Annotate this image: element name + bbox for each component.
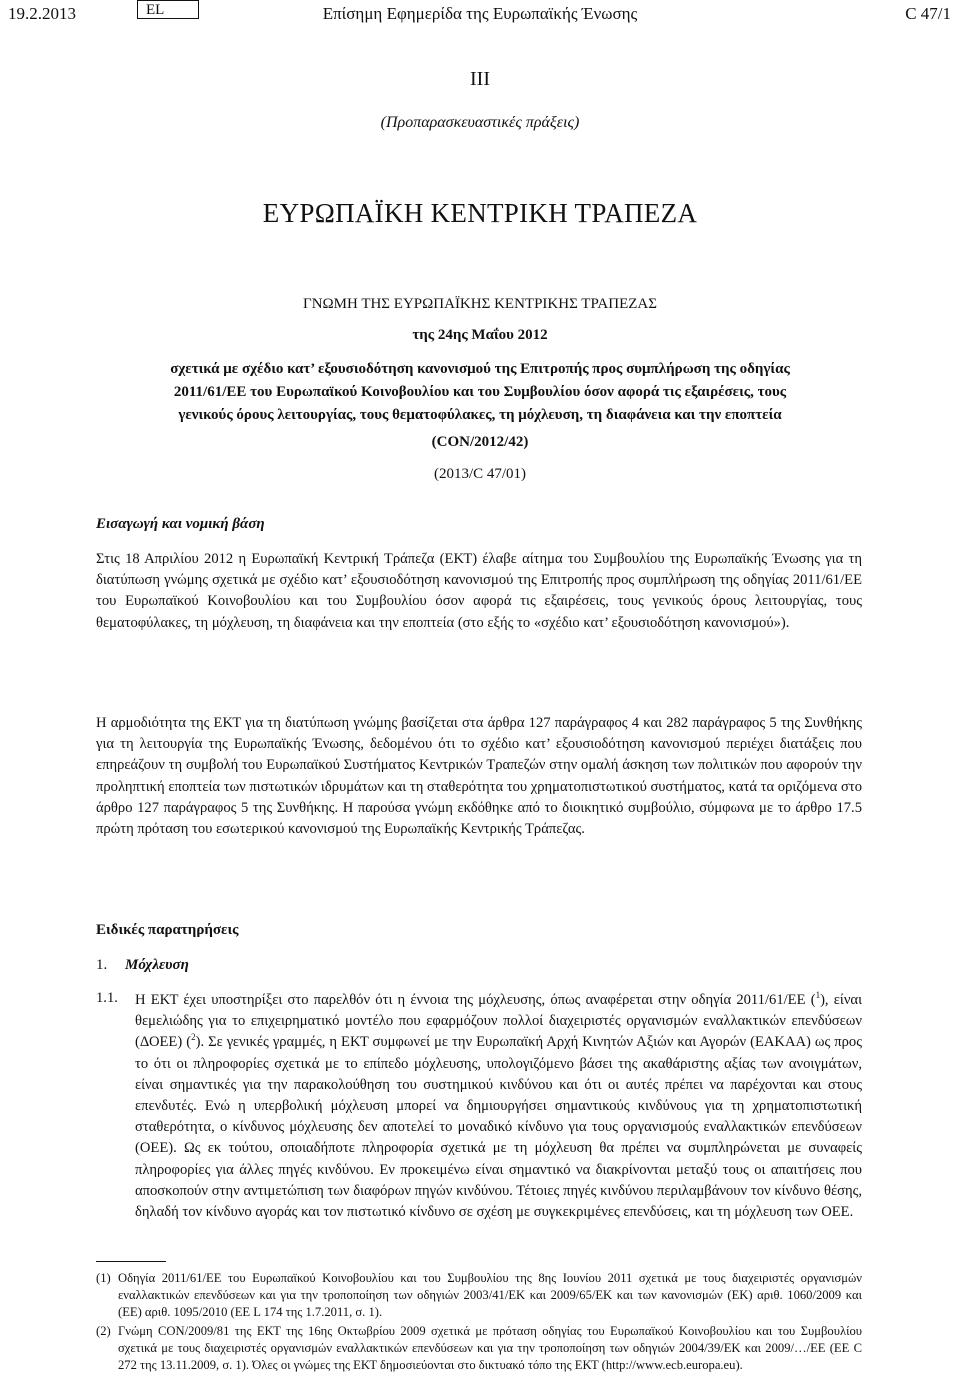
opinion-subject-line: 2011/61/ΕΕ του Ευρωπαϊκού Κοινοβουλίου και του Συμβουλίου όσον αφορά τις εξαιρέσεις, τους bbox=[173, 384, 787, 400]
institution-title: ΕΥΡΩΠΑΪΚΗ ΚΕΝΤΡΙΚΗ ΤΡΑΠΕΖΑ bbox=[262, 198, 698, 228]
footnote-text: Γνώμη CON/2009/81 της ΕΚΤ της 16ης Οκτωβρίου 2009 σχετικά με πρόταση οδηγίας του Ευρωπαϊκού Κοινοβουλίου και του Συμβουλίου σχετικά με τους διαχειριστές οργανισμών εναλλακτικών επενδύσεων και για την τροποποίηση των οδηγιών 2004/39/ΕΚ και 2009/…/ΕΕ (ΕΕ C 272 της 13.11.2009, σ. 1). Όλες οι γνώμες της ΕΚΤ δημοσιεύονται στο δικτυακό τόπο της ΕΚΤ (http://www.ecb.europa.eu). bbox=[118, 1324, 862, 1372]
footnote-1 bbox=[96, 1270, 862, 1320]
specific-heading: Ειδικές παρατηρήσεις bbox=[96, 922, 239, 938]
footnote-2 bbox=[96, 1323, 862, 1373]
intro-heading: Εισαγωγή και νομική βάση bbox=[96, 516, 265, 532]
opinion-reference: (CON/2012/42) bbox=[431, 434, 529, 450]
opinion-date: της 24ης Μαΐου 2012 bbox=[412, 327, 548, 343]
opinion-subject bbox=[0, 358, 960, 427]
page-reference: C 47/1 bbox=[905, 4, 951, 23]
item-number: 1. bbox=[96, 957, 108, 973]
footnote-separator bbox=[96, 1261, 166, 1262]
footnote-number: (1) bbox=[96, 1271, 111, 1285]
footnote-number: (2) bbox=[96, 1324, 111, 1338]
paragraph-text: ). Σε γενικές γραμμές, η ΕΚΤ συμφωνεί με την Ευρωπαϊκή Αρχή Κινητών Αξιών και Αγορών (ΕΑΚΑΑ) ως προς το ότι οι πληροφορίες σχετικά με το επίπεδο μόχλευσης, υπολογιζόμενο βάσει της ακαθάριστης αξίας των ανοιγμάτων, είναι σημαντικές για την παρακολούθηση του συστημικού κινδύνου και ότι οι αυτές πρέπει να παρέχονται και στους επενδυτές. Ενώ η υπερβολική μόχλευση μπορεί να δημιουργήσει σημαντικούς κινδύνους για τη χρηματοπιστωτική σταθερότητα, ο κίνδυνος μόχλευσης δεν αποτελεί το μοναδικό κίνδυνο για τους οργανισμούς εναλλακτικών επενδύσεων (ΟΕΕ). Ως εκ τούτου, οποιαδήποτε πληροφορία σχετικά με τη μόχλευση θα πρέπει να συμπληρώνεται με συναφείς πληροφορίες για άλλες πηγές κινδύνου. Εν προκειμένω είναι σημαντικό να διακρίνονται μεταξύ τους οι απαιτήσεις που αποσκοπούν στην αντιμετώπιση των διαφόρων πηγών κινδύνου. Τέτοιες πηγές κινδύνου περιλαμβάνουν τον κίνδυνο θέσης, δηλαδή τον κίνδυνο αγοράς και τον πιστωτικό κίνδυνο σε σχέση με συγκεκριμένες επενδύσεις, και τη μόχλευση των ΟΕΕ. bbox=[135, 1034, 863, 1221]
footnote-ref-2[interactable]: 2 bbox=[191, 1032, 196, 1043]
paragraph-text: ), είναι θεμελιώδης για το επιχειρηματικό μοντέλο που εφαρμόζουν πολλοί διαχειριστές οργανισμών εναλλακτικών επενδύσεων (ΔΟΕΕ) ( bbox=[135, 992, 862, 1051]
paragraph-text: Η αρμοδιότητα της ΕΚΤ για τη διατύπωση γνώμης βασίζεται στα άρθρα 127 παράγραφος 4 και 282 παράγραφος 5 της Συνθήκης για τη λειτουργία της Ευρωπαϊκής Ένωσης, δεδομένου ότι το σχέδιο κατ’ εξουσιοδότηση κανονισμού περιέχει διατάξεις που επηρεάζουν τη συμβολή του Ευρωπαϊκού Συστήματος Κεντρικών Τραπεζών στην ομαλή άσκηση των πολιτικών που αφορούν την προληπτική εποπτεία των πιστωτικών ιδρυμάτων και τη σταθερότητα του χρηματοπιστωτικού συστήματος, κατά τα οριζόμενα στο άρθρο 127 παράγραφος 5 της Συνθήκης. Η παρούσα γνώμη εκδόθηκε από το διοικητικό συμβούλιο, σύμφωνα με το άρθρο 17.5 πρώτη πρόταση του εσωτερικού κανονισμού της Ευρωπαϊκής Κεντρικής Τράπεζας. bbox=[96, 715, 862, 838]
section-subtitle: (Προπαρασκευαστικές πράξεις) bbox=[380, 114, 580, 131]
section-numeral: III bbox=[470, 68, 490, 90]
opinion-title: ΓΝΩΜΗ ΤΗΣ ΕΥΡΩΠΑΪΚΗΣ ΚΕΝΤΡΙΚΗΣ ΤΡΑΠΕΖΑΣ bbox=[303, 296, 657, 312]
intro-paragraph-2 bbox=[96, 713, 862, 840]
item-title: Μόχλευση bbox=[125, 957, 189, 973]
footnote-ref-1[interactable]: 1 bbox=[815, 990, 821, 1001]
subitem-number: 1.1. bbox=[96, 990, 118, 1006]
opinion-subject-line: σχετικά με σχέδιο κατ’ εξουσιοδότηση κανονισμού της Επιτροπής προς συμπλήρωση της οδηγίας bbox=[170, 361, 790, 377]
oj-reference: (2013/C 47/01) bbox=[433, 466, 527, 482]
intro-paragraph-1 bbox=[96, 549, 862, 634]
paragraph-text: Η ΕΚΤ έχει υποστηρίξει στο παρελθόν ότι η έννοια της μόχλευσης, όπως αναφέρεται στην οδηγία 2011/61/ΕΕ ( bbox=[135, 992, 816, 1008]
header-date: 19.2.2013 bbox=[8, 4, 76, 23]
opinion-subject-line: γενικούς όρους λειτουργίας, τους θεματοφύλακες, τη μόχλευση, τη διαφάνεια και την εποπτεία bbox=[178, 407, 782, 423]
paragraph-text: Στις 18 Απριλίου 2012 η Ευρωπαϊκή Κεντρική Τράπεζα (ΕΚΤ) έλαβε αίτημα του Συμβουλίου της Ευρωπαϊκής Ένωσης για τη διατύπωση γνώμης σχετικά με σχέδιο κατ’ εξουσιοδότηση κανονισμού της Επιτροπής προς συμπλήρωση της οδηγίας 2011/61/ΕΕ του Ευρωπαϊκού Κοινοβουλίου και του Συμβουλίου όσον αφορά τις εξαιρέσεις, τους γενικούς όρους λειτουργίας, τους θεματοφύλακες, τη μόχλευση, τη διαφάνεια και την εποπτεία (στο εξής το «σχέδιο κατ’ εξουσιοδότηση κανονισμού»). bbox=[96, 551, 862, 631]
journal-title: Επίσημη Εφημερίδα της Ευρωπαϊκής Ένωσης bbox=[322, 4, 638, 23]
subitem-1-1-paragraph bbox=[135, 990, 862, 1223]
footnote-text: Οδηγία 2011/61/ΕΕ του Ευρωπαϊκού Κοινοβουλίου και του Συμβουλίου της 8ης Ιουνίου 2011 σχετικά με τους διαχειριστές οργανισμών εναλλακτικών επενδύσεων και για την τροποποίηση των οδηγιών 2003/41/ΕΚ και 2009/65/ΕΚ και των κανονισμών (ΕΚ) αριθ. 1060/2009 και (ΕΕ) αριθ. 1095/2010 (ΕΕ L 174 της 1.7.2011, σ. 1). bbox=[118, 1271, 862, 1319]
language-code-box: EL bbox=[137, 0, 199, 19]
item-1-heading bbox=[96, 957, 189, 974]
